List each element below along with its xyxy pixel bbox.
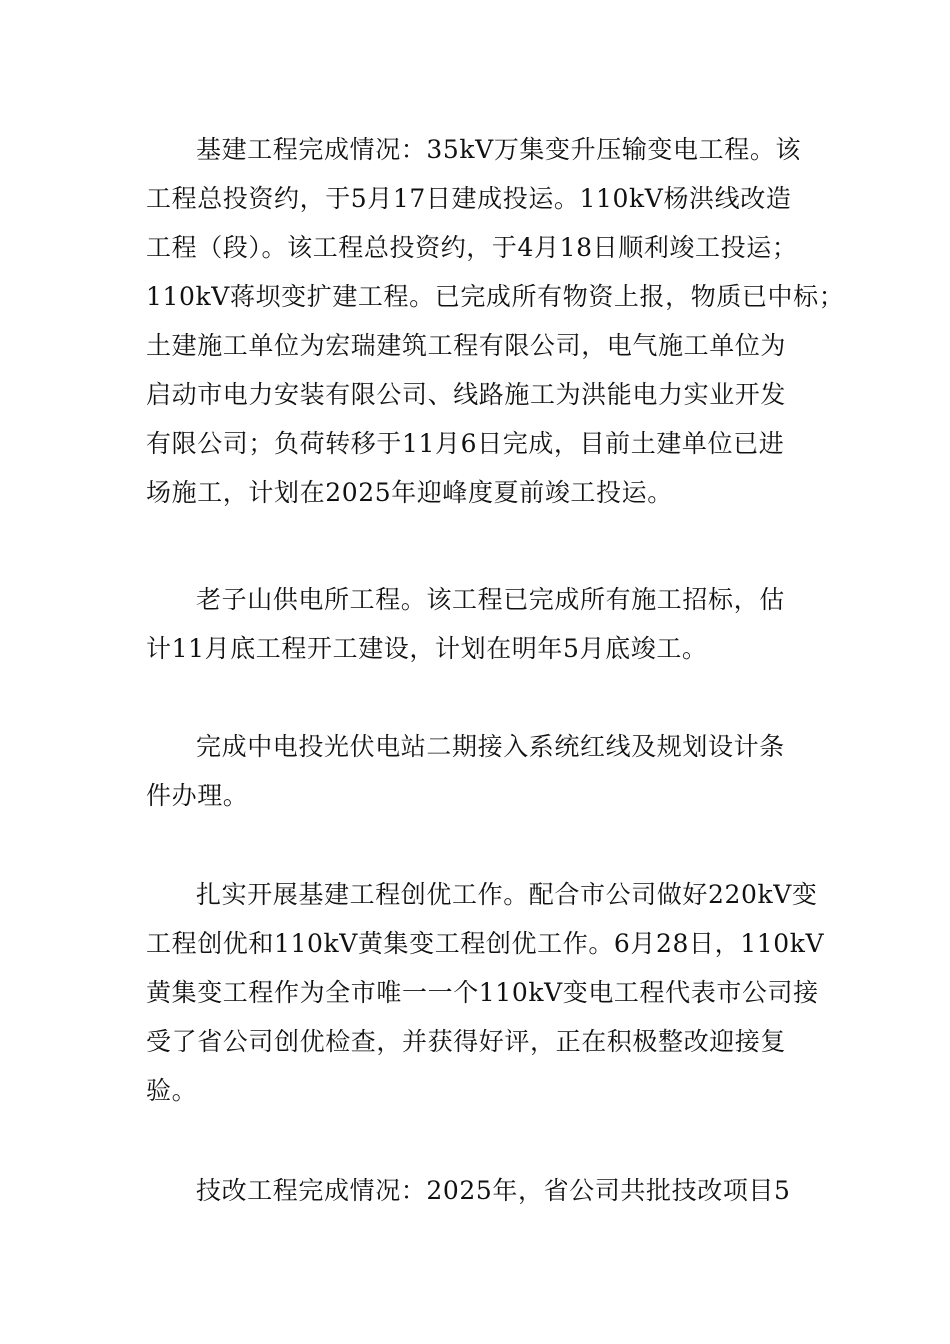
text-line: 110kV蒋坝变扩建工程。已完成所有物资上报，物质已中标； bbox=[146, 282, 845, 311]
text-line: 有限公司；负荷转移于11月6日完成，目前土建单位已进 bbox=[146, 429, 785, 458]
text-line: 工程创优和110kV黄集变工程创优工作。6月28日，110kV bbox=[146, 929, 825, 958]
paragraph-quality-excellence bbox=[146, 870, 825, 1115]
text-line: 计11月底工程开工建设，计划在明年5月底竣工。 bbox=[146, 634, 708, 663]
paragraph-solar-station bbox=[146, 722, 816, 820]
text-line: 受了省公司创优检查，并获得好评，正在积极整改迎接复 bbox=[146, 1027, 787, 1056]
text-line: 工程总投资约，于5月17日建成投运。110kV杨洪线改造 bbox=[146, 184, 792, 213]
text-line: 黄集变工程作为全市唯一一个110kV变电工程代表市公司接 bbox=[146, 978, 819, 1007]
text-line: 件办理。 bbox=[146, 781, 249, 810]
text-line: 工程（段）。该工程总投资约，于4月18日顺利竣工投运； bbox=[146, 233, 798, 262]
paragraph-laozishan-station bbox=[146, 575, 816, 673]
text-line: 土建施工单位为宏瑞建筑工程有限公司，电气施工单位为 bbox=[146, 331, 787, 360]
text-line: 基建工程完成情况：35kV万集变升压输变电工程。该 bbox=[196, 135, 802, 164]
text-line: 完成中电投光伏电站二期接入系统红线及规划设计条 bbox=[196, 732, 785, 761]
text-line: 技改工程完成情况：2025年，省公司共批技改项目5 bbox=[196, 1176, 791, 1205]
text-line: 扎实开展基建工程创优工作。配合市公司做好220kV变 bbox=[196, 880, 818, 909]
paragraph-technical-renovation bbox=[146, 1166, 816, 1215]
text-line: 场施工，计划在2025年迎峰度夏前竣工投运。 bbox=[146, 478, 673, 507]
text-line: 老子山供电所工程。该工程已完成所有施工招标，估 bbox=[196, 585, 785, 614]
text-line: 启动市电力安装有限公司、线路施工为洪能电力实业开发 bbox=[146, 380, 787, 409]
text-line: 验。 bbox=[146, 1076, 198, 1105]
paragraph-infrastructure-projects bbox=[146, 125, 845, 517]
